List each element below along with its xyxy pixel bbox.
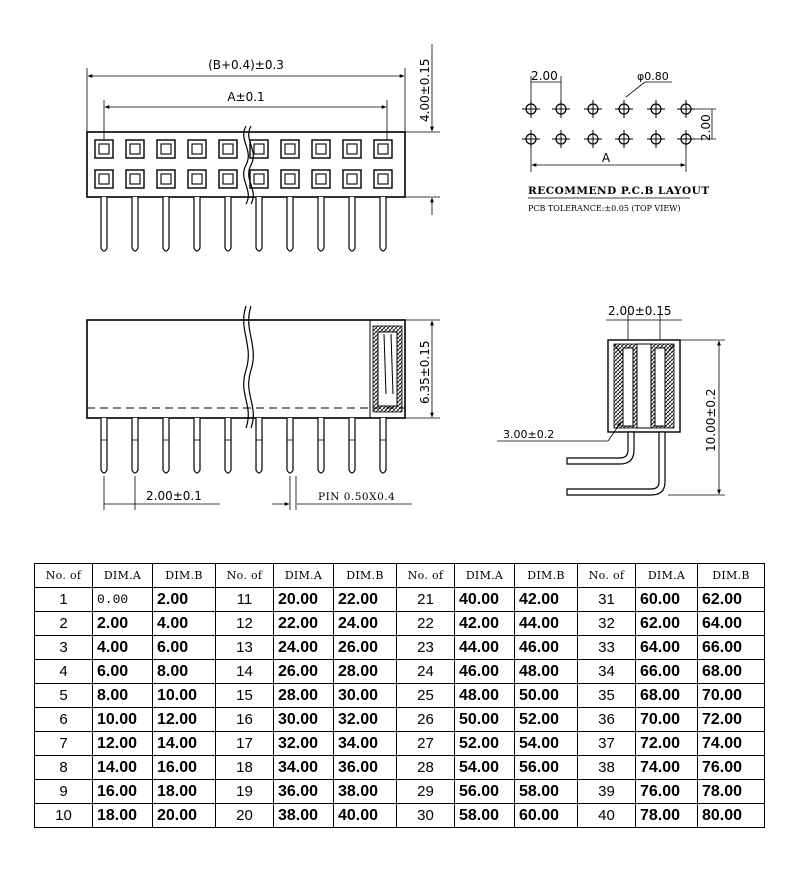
pcb-hole <box>584 130 602 148</box>
dim-outer-label: (B+0.4)±0.3 <box>208 58 284 72</box>
dim-b-cell: 68.00 <box>698 660 765 684</box>
pin-count-cell: 8 <box>35 756 93 780</box>
dim-height-label: 4.00±0.15 <box>418 58 432 122</box>
dim-b-cell: 2.00 <box>153 588 216 612</box>
dim-a-cell: 48.00 <box>455 684 515 708</box>
pin <box>163 197 169 251</box>
pin-count-cell: 40 <box>578 804 636 828</box>
pcb-tolerance-note: PCB TOLERANCE:±0.05 (TOP VIEW) <box>528 204 681 213</box>
table-header-cell: DIM.A <box>93 564 153 588</box>
socket-outer <box>188 140 206 158</box>
pin <box>194 197 200 251</box>
pin-count-cell: 38 <box>578 756 636 780</box>
pin <box>194 418 200 473</box>
dim-b-cell: 58.00 <box>515 780 578 804</box>
side-height-label: 6.35±0.15 <box>418 340 432 404</box>
pin <box>349 197 355 251</box>
dim-b-cell: 30.00 <box>334 684 397 708</box>
dim-b-cell: 36.00 <box>334 756 397 780</box>
dim-a-cell: 10.00 <box>93 708 153 732</box>
dim-a-cell: 12.00 <box>93 732 153 756</box>
table-row <box>35 636 765 660</box>
pin <box>132 197 138 251</box>
dim-b-cell: 8.00 <box>153 660 216 684</box>
dim-a-cell: 78.00 <box>636 804 698 828</box>
dim-a-cell: 64.00 <box>636 636 698 660</box>
socket-inner <box>192 144 202 154</box>
dim-a-cell: 38.00 <box>274 804 334 828</box>
pin-count-cell: 19 <box>216 780 274 804</box>
dim-b-cell: 42.00 <box>515 588 578 612</box>
pin <box>318 197 324 251</box>
pin-size-label: PIN 0.50X0.4 <box>318 491 396 503</box>
dim-a-cell: 30.00 <box>274 708 334 732</box>
socket-outer <box>126 140 144 158</box>
socket-inner <box>130 174 140 184</box>
socket-inner <box>99 174 109 184</box>
bent-pin-upper <box>567 432 634 464</box>
dim-b-cell: 70.00 <box>698 684 765 708</box>
pin-count-cell: 24 <box>397 660 455 684</box>
socket-outer <box>95 170 113 188</box>
socket-outer <box>343 170 361 188</box>
pin-count-cell: 11 <box>216 588 274 612</box>
dim-b-cell: 38.00 <box>334 780 397 804</box>
socket-inner <box>347 144 357 154</box>
socket-inner <box>316 144 326 154</box>
dim-b-cell: 48.00 <box>515 660 578 684</box>
pcb-hole <box>552 130 570 148</box>
pin <box>101 197 107 251</box>
pin <box>101 418 107 473</box>
pin-count-cell: 3 <box>35 636 93 660</box>
table-row <box>35 804 765 828</box>
socket-inner <box>223 174 233 184</box>
dim-a-cell: 58.00 <box>455 804 515 828</box>
dim-a-cell: 40.00 <box>455 588 515 612</box>
pitch-x-label: 2.00 <box>531 69 558 83</box>
socket-inner <box>254 174 264 184</box>
table-row <box>35 612 765 636</box>
socket-inner <box>192 174 202 184</box>
table-header-cell: DIM.A <box>455 564 515 588</box>
dim-b-cell: 18.00 <box>153 780 216 804</box>
dim-b-cell: 80.00 <box>698 804 765 828</box>
table-row <box>35 660 765 684</box>
top-view <box>87 44 440 251</box>
end-offset-label: 3.00±0.2 <box>503 428 555 441</box>
pin-count-cell: 20 <box>216 804 274 828</box>
dim-b-cell: 20.00 <box>153 804 216 828</box>
table-header-cell: DIM.A <box>636 564 698 588</box>
end-width-label: 2.00±0.15 <box>608 304 672 318</box>
pin-count-cell: 15 <box>216 684 274 708</box>
pin-count-cell: 4 <box>35 660 93 684</box>
pin <box>318 418 324 473</box>
table-row <box>35 756 765 780</box>
dim-a-cell: 46.00 <box>455 660 515 684</box>
dim-b-cell: 14.00 <box>153 732 216 756</box>
dim-b-cell: 40.00 <box>334 804 397 828</box>
dim-a-cell: 36.00 <box>274 780 334 804</box>
dim-a-cell: 60.00 <box>636 588 698 612</box>
pin <box>132 418 138 473</box>
table-header-cell: No. of <box>578 564 636 588</box>
pin-row-top-view <box>101 197 386 251</box>
dim-b-cell: 74.00 <box>698 732 765 756</box>
dim-a-cell: 26.00 <box>274 660 334 684</box>
socket-outer <box>281 170 299 188</box>
socket-outer <box>188 170 206 188</box>
pin-count-cell: 10 <box>35 804 93 828</box>
pcb-hole <box>647 130 665 148</box>
pin-count-cell: 31 <box>578 588 636 612</box>
pcb-layout-view <box>522 69 716 213</box>
dim-a-cell: 2.00 <box>93 612 153 636</box>
dim-a-cell: 62.00 <box>636 612 698 636</box>
pin-count-cell: 36 <box>578 708 636 732</box>
dim-a-cell: 22.00 <box>274 612 334 636</box>
pin <box>225 418 231 473</box>
dim-a-cell: 0.00 <box>93 588 153 612</box>
dim-a-cell: 66.00 <box>636 660 698 684</box>
pin-count-cell: 33 <box>578 636 636 660</box>
pin-row-side-view <box>101 418 386 473</box>
socket-inner <box>161 174 171 184</box>
table-header-cell: No. of <box>216 564 274 588</box>
dim-b-cell: 52.00 <box>515 708 578 732</box>
dim-a-cell: 18.00 <box>93 804 153 828</box>
pin <box>256 197 262 251</box>
socket-inner <box>161 144 171 154</box>
socket-inner <box>347 174 357 184</box>
pin-count-cell: 23 <box>397 636 455 660</box>
pin-count-cell: 12 <box>216 612 274 636</box>
pin-count-cell: 16 <box>216 708 274 732</box>
dim-b-cell: 12.00 <box>153 708 216 732</box>
pin <box>256 418 262 473</box>
pin-pitch-label: 2.00±0.1 <box>146 489 202 503</box>
socket-inner <box>223 144 233 154</box>
socket-inner <box>378 144 388 154</box>
socket-inner <box>285 174 295 184</box>
dim-b-cell: 64.00 <box>698 612 765 636</box>
table-header-cell: No. of <box>35 564 93 588</box>
pin <box>225 197 231 251</box>
socket-inner <box>285 144 295 154</box>
socket-outer <box>126 170 144 188</box>
dim-a-cell: 14.00 <box>93 756 153 780</box>
table-row <box>35 780 765 804</box>
dim-a-cell: 74.00 <box>636 756 698 780</box>
socket-inner <box>130 144 140 154</box>
dim-b-cell: 72.00 <box>698 708 765 732</box>
dim-a-cell: 16.00 <box>93 780 153 804</box>
table-row <box>35 732 765 756</box>
dim-a-cell: 8.00 <box>93 684 153 708</box>
dim-inner-label: A±0.1 <box>227 90 265 104</box>
socket-outer <box>374 140 392 158</box>
pin-count-cell: 29 <box>397 780 455 804</box>
pin-count-cell: 17 <box>216 732 274 756</box>
pcb-hole-grid <box>522 100 695 148</box>
pin-count-cell: 1 <box>35 588 93 612</box>
socket-outer <box>157 170 175 188</box>
pcb-hole <box>615 100 633 118</box>
dim-a-cell: 4.00 <box>93 636 153 660</box>
pin-count-cell: 32 <box>578 612 636 636</box>
dim-b-cell: 76.00 <box>698 756 765 780</box>
pin-count-cell: 22 <box>397 612 455 636</box>
pin-count-cell: 35 <box>578 684 636 708</box>
socket-grid <box>95 140 392 188</box>
dim-b-cell: 34.00 <box>334 732 397 756</box>
pin <box>163 418 169 473</box>
dim-a-cell: 54.00 <box>455 756 515 780</box>
dim-b-cell: 50.00 <box>515 684 578 708</box>
pcb-hole <box>584 100 602 118</box>
break-line <box>244 126 249 204</box>
dim-b-cell: 26.00 <box>334 636 397 660</box>
pin-count-cell: 28 <box>397 756 455 780</box>
dim-a-cell: 52.00 <box>455 732 515 756</box>
table-header-cell: DIM.A <box>274 564 334 588</box>
pin <box>287 197 293 251</box>
end-view <box>497 304 725 495</box>
dim-b-cell: 54.00 <box>515 732 578 756</box>
socket-inner <box>316 174 326 184</box>
hole-dia-label: φ0.80 <box>637 70 669 83</box>
pin-count-cell: 34 <box>578 660 636 684</box>
dim-b-cell: 56.00 <box>515 756 578 780</box>
dim-b-cell: 16.00 <box>153 756 216 780</box>
dimension-table <box>34 563 765 828</box>
dim-a-cell: 76.00 <box>636 780 698 804</box>
pin-count-cell: 18 <box>216 756 274 780</box>
pin-count-cell: 30 <box>397 804 455 828</box>
dim-a-cell: 72.00 <box>636 732 698 756</box>
socket-outer <box>219 170 237 188</box>
socket-outer <box>250 170 268 188</box>
dim-b-cell: 4.00 <box>153 612 216 636</box>
dim-a-cell: 42.00 <box>455 612 515 636</box>
socket-outer <box>374 170 392 188</box>
dim-a-cell: 70.00 <box>636 708 698 732</box>
dim-a-cell: 20.00 <box>274 588 334 612</box>
table-header-cell: DIM.B <box>153 564 216 588</box>
pin <box>380 197 386 251</box>
dim-b-cell: 6.00 <box>153 636 216 660</box>
pin-count-cell: 7 <box>35 732 93 756</box>
end-height-label: 10.00±0.2 <box>704 388 718 452</box>
pin-count-cell: 9 <box>35 780 93 804</box>
pin-count-cell: 27 <box>397 732 455 756</box>
dim-a-cell: 34.00 <box>274 756 334 780</box>
pin-count-cell: 5 <box>35 684 93 708</box>
pin-count-cell: 39 <box>578 780 636 804</box>
dim-a-cell: 44.00 <box>455 636 515 660</box>
table-row <box>35 588 765 612</box>
dim-a-cell: 28.00 <box>274 684 334 708</box>
dim-b-cell: 24.00 <box>334 612 397 636</box>
pin-count-cell: 26 <box>397 708 455 732</box>
pin <box>287 418 293 473</box>
socket-outer <box>343 140 361 158</box>
span-label: A <box>601 151 611 165</box>
pin <box>380 418 386 473</box>
pin-count-cell: 13 <box>216 636 274 660</box>
pin-count-cell: 6 <box>35 708 93 732</box>
dim-a-cell: 68.00 <box>636 684 698 708</box>
socket-outer <box>157 140 175 158</box>
socket-inner <box>378 174 388 184</box>
dim-b-cell: 10.00 <box>153 684 216 708</box>
table-header-cell: DIM.B <box>334 564 397 588</box>
dim-b-cell: 46.00 <box>515 636 578 660</box>
dim-b-cell: 28.00 <box>334 660 397 684</box>
pcb-hole <box>647 100 665 118</box>
dim-b-cell: 62.00 <box>698 588 765 612</box>
side-view <box>87 306 440 510</box>
dim-a-cell: 50.00 <box>455 708 515 732</box>
pin-count-cell: 37 <box>578 732 636 756</box>
socket-outer <box>95 140 113 158</box>
socket-outer <box>219 140 237 158</box>
socket-inner <box>254 144 264 154</box>
pcb-layout-title: RECOMMEND P.C.B LAYOUT <box>528 185 710 197</box>
pin-count-cell: 21 <box>397 588 455 612</box>
pin-count-cell: 2 <box>35 612 93 636</box>
dim-b-cell: 32.00 <box>334 708 397 732</box>
dim-b-cell: 60.00 <box>515 804 578 828</box>
table-header-cell: DIM.B <box>515 564 578 588</box>
pin-count-cell: 14 <box>216 660 274 684</box>
socket-inner <box>99 144 109 154</box>
dim-b-cell: 66.00 <box>698 636 765 660</box>
table-row <box>35 708 765 732</box>
dim-a-cell: 32.00 <box>274 732 334 756</box>
pcb-hole <box>615 130 633 148</box>
dim-a-cell: 6.00 <box>93 660 153 684</box>
socket-outer <box>281 140 299 158</box>
dim-b-cell: 78.00 <box>698 780 765 804</box>
table-header-row <box>35 564 765 588</box>
dim-a-cell: 56.00 <box>455 780 515 804</box>
table-header-cell: DIM.B <box>698 564 765 588</box>
pitch-y-label: 2.00 <box>699 114 713 141</box>
pin <box>349 418 355 473</box>
table-row <box>35 684 765 708</box>
dim-a-cell: 24.00 <box>274 636 334 660</box>
dim-b-cell: 22.00 <box>334 588 397 612</box>
socket-outer <box>312 140 330 158</box>
pin-count-cell: 25 <box>397 684 455 708</box>
table-header-cell: No. of <box>397 564 455 588</box>
dim-b-cell: 44.00 <box>515 612 578 636</box>
socket-outer <box>312 170 330 188</box>
